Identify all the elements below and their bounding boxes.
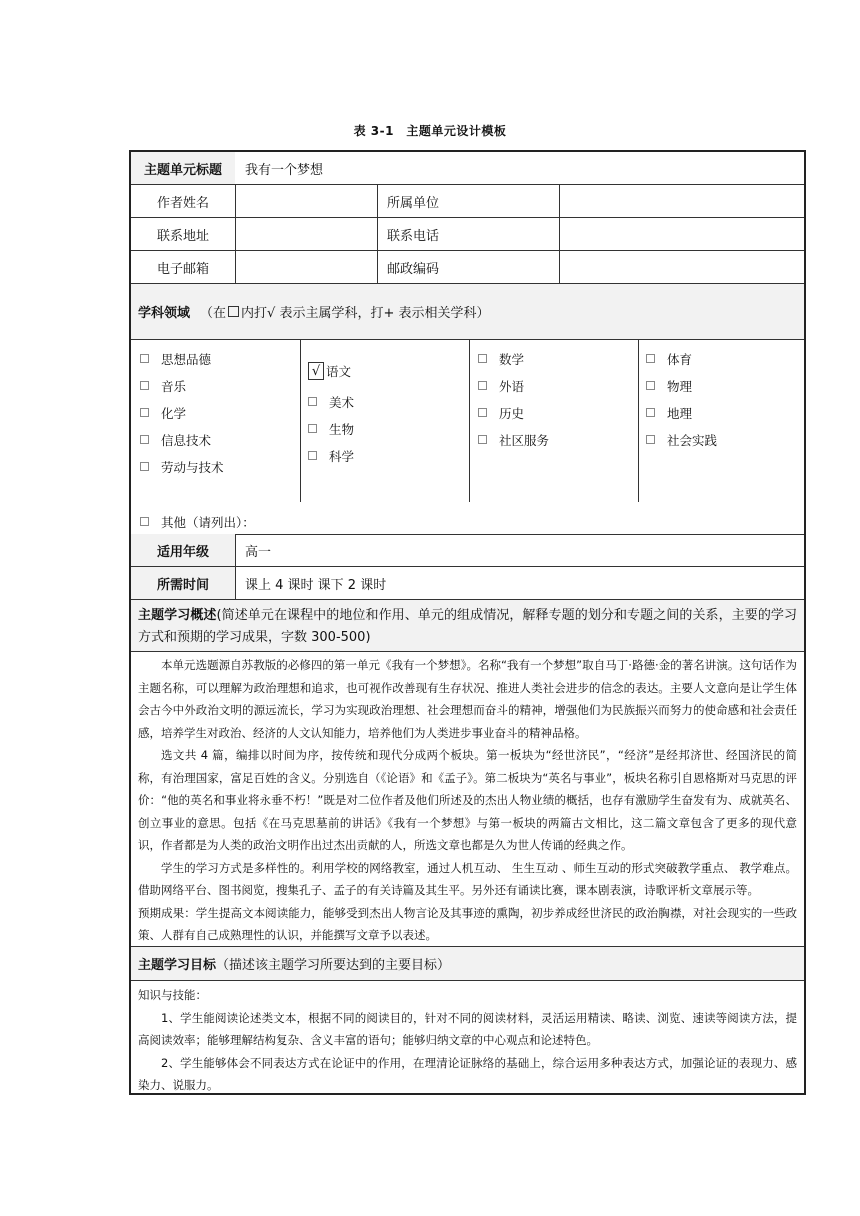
goals-title: 主题学习目标 (138, 958, 217, 973)
checkbox-icon[interactable] (646, 381, 655, 390)
subject-option[interactable]: 科学 (308, 442, 354, 469)
title-value: 我有一个梦想 (235, 152, 804, 184)
checkbox-icon[interactable] (646, 354, 655, 363)
subject-option[interactable]: 外语 (478, 372, 549, 399)
grade-label: 适用年级 (131, 534, 235, 566)
checkbox-icon[interactable] (140, 462, 149, 471)
overview-desc: (简述单元在课程中的地位和作用、单元的组成情况，解释专题的划分和专题之间的关系，主要的学习方式和预期的学习成果，字数 300-500) (138, 608, 797, 645)
subject-col-4 (646, 345, 717, 453)
goals-desc: （描述该主题学习所要达到的主要目标） (216, 958, 451, 973)
checkbox-icon[interactable] (308, 451, 317, 460)
overview-paragraph: 选文共 4 篇，编排以时间为序，按传统和现代分成两个板块。第一板块为“经世济民”，“经济”是经邦济世、经国济民的简称，有治理国家，富足百姓的含义。分别选自（《论语》和《孟子》。第二板块为“英名与事业”，板块名称引自恩格斯对马克思的评价：“他的英名和事业将永垂不朽！”既是对二位作者及他们所述及的杰出人物业绩的概括，也存有激励学生奋发有为、成就英名、创立事业的意思。包括《在马克思墓前的讲话》《我有一个梦想》与第一板块的两篇古文相比，这二篇文章包含了更多的现代意识，作者都是为人类的政治文明作出过杰出贡献的人，所选文章也都是久为世人传诵的经典之作。 (138, 748, 797, 852)
subject-header-row (131, 284, 804, 340)
checkbox-icon (228, 306, 239, 317)
email-label: 电子邮箱 (156, 261, 209, 277)
subject-col-1 (140, 345, 224, 480)
address-field[interactable] (235, 218, 377, 250)
goals-heading (131, 947, 804, 980)
goal-item: 2、学生能够体会不同表达方式在论证中的作用，在理清论证脉络的基础上，综合运用多种表达方式，加强论证的表现力、感染力、说服力。 (138, 1055, 797, 1092)
postcode-label: 邮政编码 (387, 261, 440, 277)
subject-col-3 (478, 345, 549, 453)
subject-label: 学科领域 (138, 306, 191, 321)
author-field[interactable] (235, 185, 377, 217)
subject-option[interactable]: 物理 (646, 372, 717, 399)
subject-option[interactable]: 数学 (478, 345, 549, 372)
title-row (131, 152, 804, 185)
table-caption: 表 3-1 主题单元设计模板 (353, 124, 507, 138)
time-label: 所需时间 (131, 567, 235, 599)
subject-header (131, 284, 804, 339)
checkbox-icon[interactable] (140, 354, 149, 363)
overview-paragraph: 预期成果：学生提高文本阅读能力，能够受到杰出人物言论及其事迹的熏陶，初步养成经世济民的政治胸襟，对社会现实的一些政策、人群有自己成熟理性的认识，并能撰写文章予以表述。 (138, 905, 797, 942)
postcode-field[interactable] (559, 251, 804, 283)
subject-option[interactable]: 思想品德 (140, 345, 224, 372)
address-row (131, 218, 804, 251)
goals-heading-row (131, 947, 804, 981)
subject-option[interactable]: 劳动与技术 (140, 453, 224, 480)
unit-field[interactable] (559, 185, 804, 217)
goals-section-label: 知识与技能： (138, 988, 207, 1002)
goal-item: 1、学生能阅读论述类文本，根据不同的阅读目的，针对不同的阅读材料，灵活运用精读、略读、浏览、速读等阅读方法，提高阅读效率；能够理解结构复杂、含义丰富的语句；能够归纳文章的中心观点和论述特色。 (138, 1010, 797, 1047)
overview-body-row (131, 652, 804, 947)
overview-heading-row (131, 600, 804, 652)
check-mark-icon[interactable]: √ (308, 362, 324, 380)
phone-label: 联系电话 (387, 228, 440, 244)
checkbox-icon[interactable] (478, 354, 487, 363)
checkbox-icon[interactable] (646, 435, 655, 444)
grade-value: 高一 (245, 544, 272, 560)
overview-title: 主题学习概述 (138, 608, 217, 623)
overview-body (138, 654, 797, 947)
checkbox-icon[interactable] (478, 381, 487, 390)
checkbox-icon[interactable] (646, 408, 655, 417)
author-label: 作者姓名 (156, 195, 209, 211)
overview-heading (138, 605, 797, 649)
checkbox-icon[interactable] (478, 408, 487, 417)
subject-option[interactable]: 信息技术 (140, 426, 224, 453)
subject-option-chinese[interactable]: √ 语文 (308, 354, 354, 388)
subject-option[interactable]: 体育 (646, 345, 717, 372)
unit-label: 所属单位 (387, 195, 440, 211)
subject-option[interactable]: 社会实践 (646, 426, 717, 453)
subject-option[interactable]: 社区服务 (478, 426, 549, 453)
subject-option[interactable]: 地理 (646, 399, 717, 426)
checkbox-icon[interactable] (140, 381, 149, 390)
checkbox-icon[interactable] (308, 424, 317, 433)
goals-body (138, 984, 797, 1097)
checkbox-icon[interactable] (308, 397, 317, 406)
checkbox-icon[interactable] (140, 435, 149, 444)
unit-design-form (129, 150, 806, 1095)
email-field[interactable] (235, 251, 377, 283)
title-label: 主题单元标题 (143, 162, 222, 178)
subject-option[interactable]: 化学 (140, 399, 224, 426)
time-value: 课上 4 课时 课下 2 课时 (245, 577, 387, 593)
subject-option[interactable]: 美术 (308, 388, 354, 415)
checkbox-icon[interactable] (478, 435, 487, 444)
subject-note-post: 内打√ 表示主属学科，打+ 表示相关学科） (241, 306, 490, 321)
checkbox-icon[interactable] (140, 517, 149, 526)
phone-field[interactable] (559, 218, 804, 250)
grade-row (131, 534, 804, 567)
time-row (131, 567, 804, 600)
overview-paragraph: 学生的学习方式是多样性的。利用学校的网络教室，通过人机互动、 生生互动 、师生互动的形式突破教学重点、 教学难点。借助网络平台、图书阅览，搜集孔子、孟子的有关诗篇及其生平。另外还有诵读比赛，课本剧表演，诗歌评析文章展示等。 (138, 860, 797, 897)
subject-option[interactable]: 历史 (478, 399, 549, 426)
subject-option[interactable]: 生物 (308, 415, 354, 442)
email-row (131, 251, 804, 284)
subject-options (131, 340, 804, 535)
address-label: 联系地址 (156, 228, 209, 244)
subject-col-2 (308, 354, 354, 469)
subject-option-other[interactable]: 其他（请列出）： (140, 508, 255, 535)
subject-note-pre: （在 (200, 306, 227, 321)
author-row (131, 185, 804, 218)
overview-paragraph: 本单元选题源自苏教版的必修四的第一单元《我有一个梦想》。名称“我有一个梦想”取自马丁·路德·金的著名讲演。这句话作为主题名称，可以理解为政治理想和追求，也可视作改善现有生存状况、推进人类社会进步的信念的表达。主要人文意向是让学生体会古今中外政治文明的源远流长，学习为实现政治理想、社会理想而奋斗的精神，增强他们为民族振兴而努力的使命感和社会责任感，培养学生对政治、经济的人文认知能力，培养他们为人类进步事业奋斗的精神品格。 (138, 658, 797, 740)
checkbox-icon[interactable] (140, 408, 149, 417)
subject-option[interactable]: 音乐 (140, 372, 224, 399)
